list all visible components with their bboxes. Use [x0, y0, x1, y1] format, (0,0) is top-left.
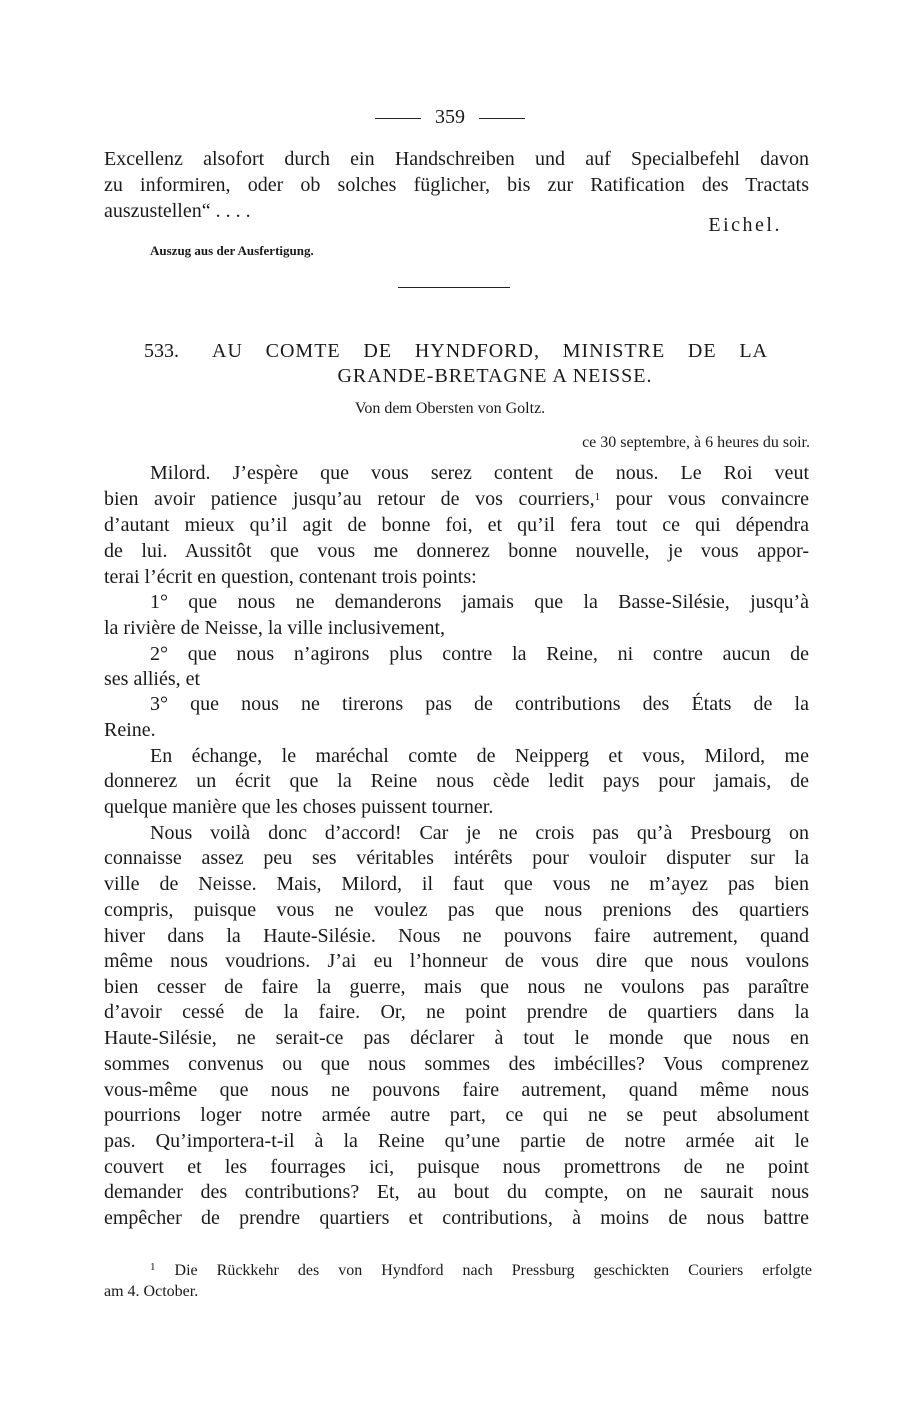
footnote-line-1 — [150, 1261, 812, 1280]
previous-letter-line-1: Excellenz alsofort durch ein Handschreiben und auf Specialbefehl davon — [104, 148, 809, 170]
footnote-reference: 1 — [594, 491, 601, 503]
point-1-line-1: 1° que nous ne demanderons jamais que la Basse-Silésie, jusqu’à — [150, 591, 809, 613]
point-1-line-2: la rivière de Neisse, la ville inclusivement, — [104, 617, 445, 639]
footnote-marker: 1 — [150, 1261, 156, 1273]
point-3-line-1: 3° que nous ne tirerons pas de contributions des États de la — [150, 693, 809, 715]
body-line-28: couvert et les fourrages ici, puisque nous promettrons de ne point — [104, 1156, 809, 1178]
body-line-30: empêcher de prendre quartiers et contributions, à moins de nous battre — [104, 1207, 809, 1229]
letter-number: 533. — [144, 340, 179, 362]
body-line-1: Milord. J’espère que vous serez content de nous. Le Roi veut — [150, 462, 809, 484]
source-note: Auszug aus der Ausfertigung. — [150, 243, 314, 258]
body-line-18: compris, puisque vous ne voulez pas que nous prenions des quartiers — [104, 899, 809, 921]
body-line-21: bien cesser de faire la guerre, mais que nous ne voulons pas paraître — [104, 976, 809, 998]
body-line-29: demander des contributions? Et, au bout du compte, on ne saurait nous — [104, 1181, 809, 1203]
letter-dateline: ce 30 septembre, à 6 heures du soir. — [582, 434, 810, 451]
footnote-line-2: am 4. October. — [104, 1283, 199, 1300]
dash-left — [375, 118, 421, 119]
body-line-13: donnerez un écrit que la Reine nous cède ledit pays pour jamais, de — [104, 770, 809, 792]
body-line-27: pas. Qu’importera-t-il à la Reine qu’une partie de notre armée ait le — [104, 1130, 809, 1152]
body-line-25: vous-même que nous ne pouvons faire autrement, quand même nous — [104, 1079, 809, 1101]
body-line-4: de lui. Aussitôt que vous me donnerez bonne nouvelle, je vous appor- — [104, 540, 809, 562]
body-line-20: même nous voudrions. J’ai eu l’honneur de vous dire que nous voulons — [104, 950, 809, 972]
point-2-line-2: ses alliés, et — [104, 668, 201, 690]
page-number: 359 — [435, 106, 465, 128]
body-line-22: d’avoir cessé de la faire. Or, ne point prendre de quartiers dans la — [104, 1001, 809, 1023]
body-line-12: En échange, le maréchal comte de Neipperg et vous, Milord, me — [150, 745, 809, 767]
previous-letter-line-2: zu informiren, oder ob solches füglicher, bis zur Ratification des Tractats — [104, 174, 809, 196]
footnote-text: Die Rückkehr des von Hyndford nach Pressburg geschickten Couriers erfolgte — [155, 1262, 812, 1279]
point-2-line-1: 2° que nous n’agirons plus contre la Reine, ni contre aucun de — [150, 643, 809, 665]
body-line-2-text: bien avoir patience jusqu’au retour de vos courriers, — [104, 488, 595, 510]
letter-heading-line-1: AU COMTE DE HYNDFORD, MINISTRE DE LA — [212, 340, 768, 362]
letter-sender: Von dem Obersten von Goltz. — [354, 400, 546, 417]
page-number-line — [0, 106, 900, 129]
body-line-14: quelque manière que les choses puissent tourner. — [104, 796, 494, 818]
body-line-2 — [104, 488, 809, 511]
body-line-2-tail: pour vous convaincre — [600, 488, 810, 510]
previous-letter-line-3: auszustellen“ . . . . — [104, 200, 251, 222]
section-separator — [398, 287, 510, 288]
body-line-16: connaisse assez peu ses véritables intérêts pour vouloir disputer sur la — [104, 847, 809, 869]
body-line-23: Haute-Silésie, ne serait-ce pas déclarer à tout le monde que nous en — [104, 1027, 809, 1049]
body-line-5: terai l’écrit en question, contenant trois points: — [104, 566, 477, 588]
body-line-26: pourrions loger notre armée autre part, ce qui ne se peut absolument — [104, 1104, 809, 1126]
body-line-24: sommes convenus ou que nous sommes des imbécilles? Vous comprenez — [104, 1053, 809, 1075]
body-line-3: d’autant mieux qu’il agit de bonne foi, et qu’il fera tout ce qui dépendra — [104, 514, 809, 536]
dash-right — [479, 118, 525, 119]
signature: Eichel. — [708, 214, 782, 236]
point-3-line-2: Reine. — [104, 719, 156, 741]
body-line-17: ville de Neisse. Mais, Milord, il faut que vous ne m’ayez pas bien — [104, 873, 809, 895]
body-line-19: hiver dans la Haute-Silésie. Nous ne pouvons faire autrement, quand — [104, 925, 809, 947]
letter-heading-line-2: GRANDE-BRETAGNE A NEISSE. — [337, 365, 653, 387]
body-line-15: Nous voilà donc d’accord! Car je ne crois pas qu’à Presbourg on — [150, 822, 809, 844]
